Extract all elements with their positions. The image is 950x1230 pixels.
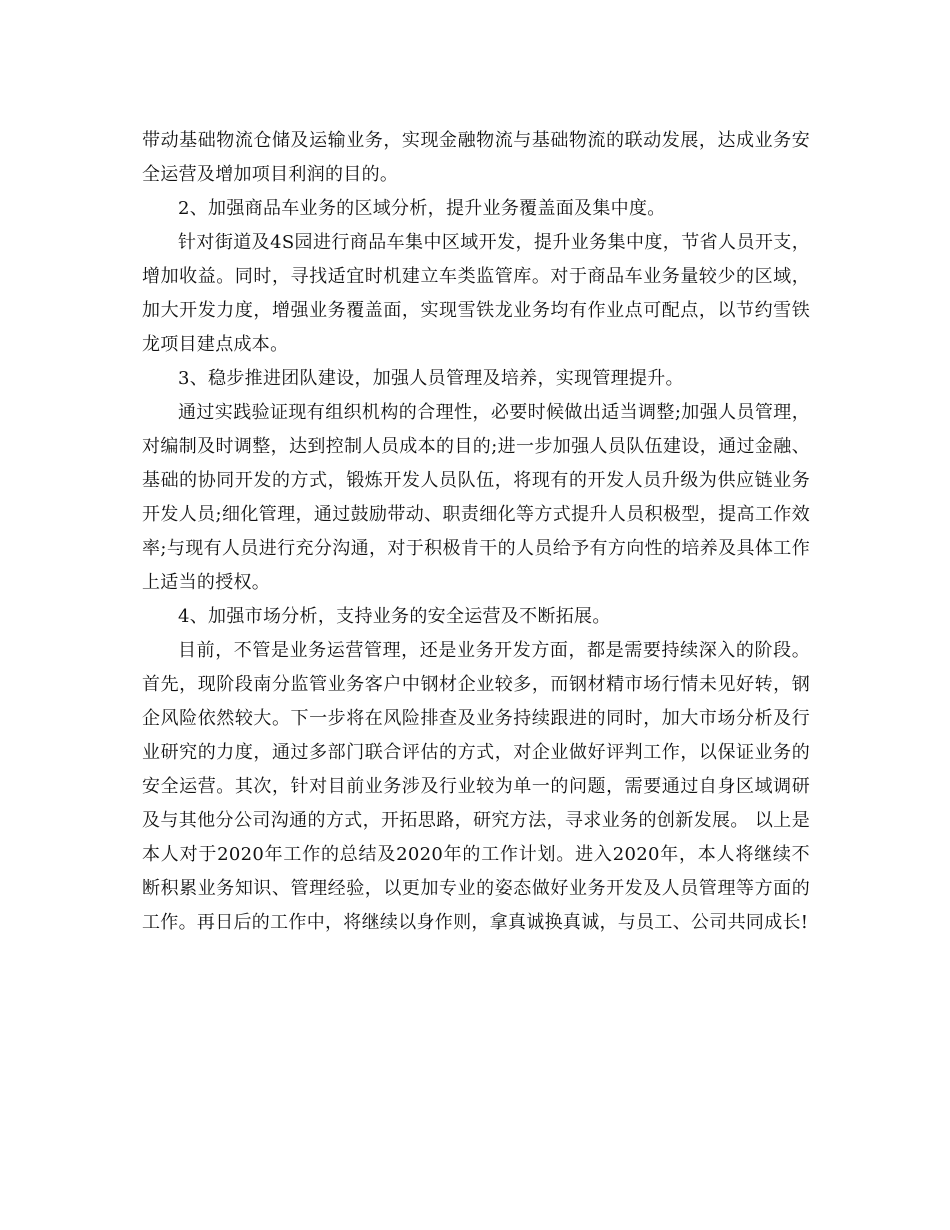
document-body (142, 124, 810, 940)
paragraph-section-2: 针对街道及4S园进行商品车集中区域开发，提升业务集中度，节省人员开支，增加收益。同时，寻找适宜时机建立车类监管库。对于商品车业务量较少的区域，加大开发力度，增强业务覆盖面，实现雪铁龙业务均有作业点可配点，以节约雪铁龙项目建点成本。 (142, 232, 810, 355)
paragraph-intro-continuation: 带动基础物流仓储及运输业务，实现金融物流与基础物流的联动发展，达成业务安全运营及增加项目利润的目的。 (142, 130, 810, 185)
section-heading-3: 3、稳步推进团队建设，加强人员管理及培养，实现管理提升。 (178, 368, 684, 389)
paragraph-section-4: 目前，不管是业务运营管理，还是业务开发方面，都是需要持续深入的阶段。首先，现阶段南分监管业务客户中钢材企业较多，而钢材精市场行情未见好转，钢企风险依然较大。下一步将在风险排查及业务持续跟进的同时，加大市场分析及行业研究的力度，通过多部门联合评估的方式，对企业做好评判工作，以保证业务的安全运营。其次，针对目前业务涉及行业较为单一的问题，需要通过自身区域调研及与其他分公司沟通的方式，开拓思路，研究方法，寻求业务的创新发展。 以上是本人对于2020年工作的总结及2020年的工作计划。进入2020年，本人将继续不断积累业务知识、管理经验，以更加专业的姿态做好业务开发及人员管理等方面的工作。再日后的工作中，将继续以身作则，拿真诚换真诚，与员工、公司共同成长! (142, 640, 810, 933)
section-heading-4: 4、加强市场分析，支持业务的安全运营及不断拓展。 (178, 606, 611, 627)
section-heading-2: 2、加强商品车业务的区域分析，提升业务覆盖面及集中度。 (178, 198, 666, 219)
paragraph-section-3: 通过实践验证现有组织机构的合理性，必要时候做出适当调整;加强人员管理，对编制及时调整，达到控制人员成本的目的;进一步加强人员队伍建设，通过金融、基础的协同开发的方式，锻炼开发人员队伍，将现有的开发人员升级为供应链业务开发人员;细化管理，通过鼓励带动、职责细化等方式提升人员积极型，提高工作效率;与现有人员进行充分沟通，对于积极肯干的人员给予有方向性的培养及具体工作上适当的授权。 (142, 402, 810, 593)
